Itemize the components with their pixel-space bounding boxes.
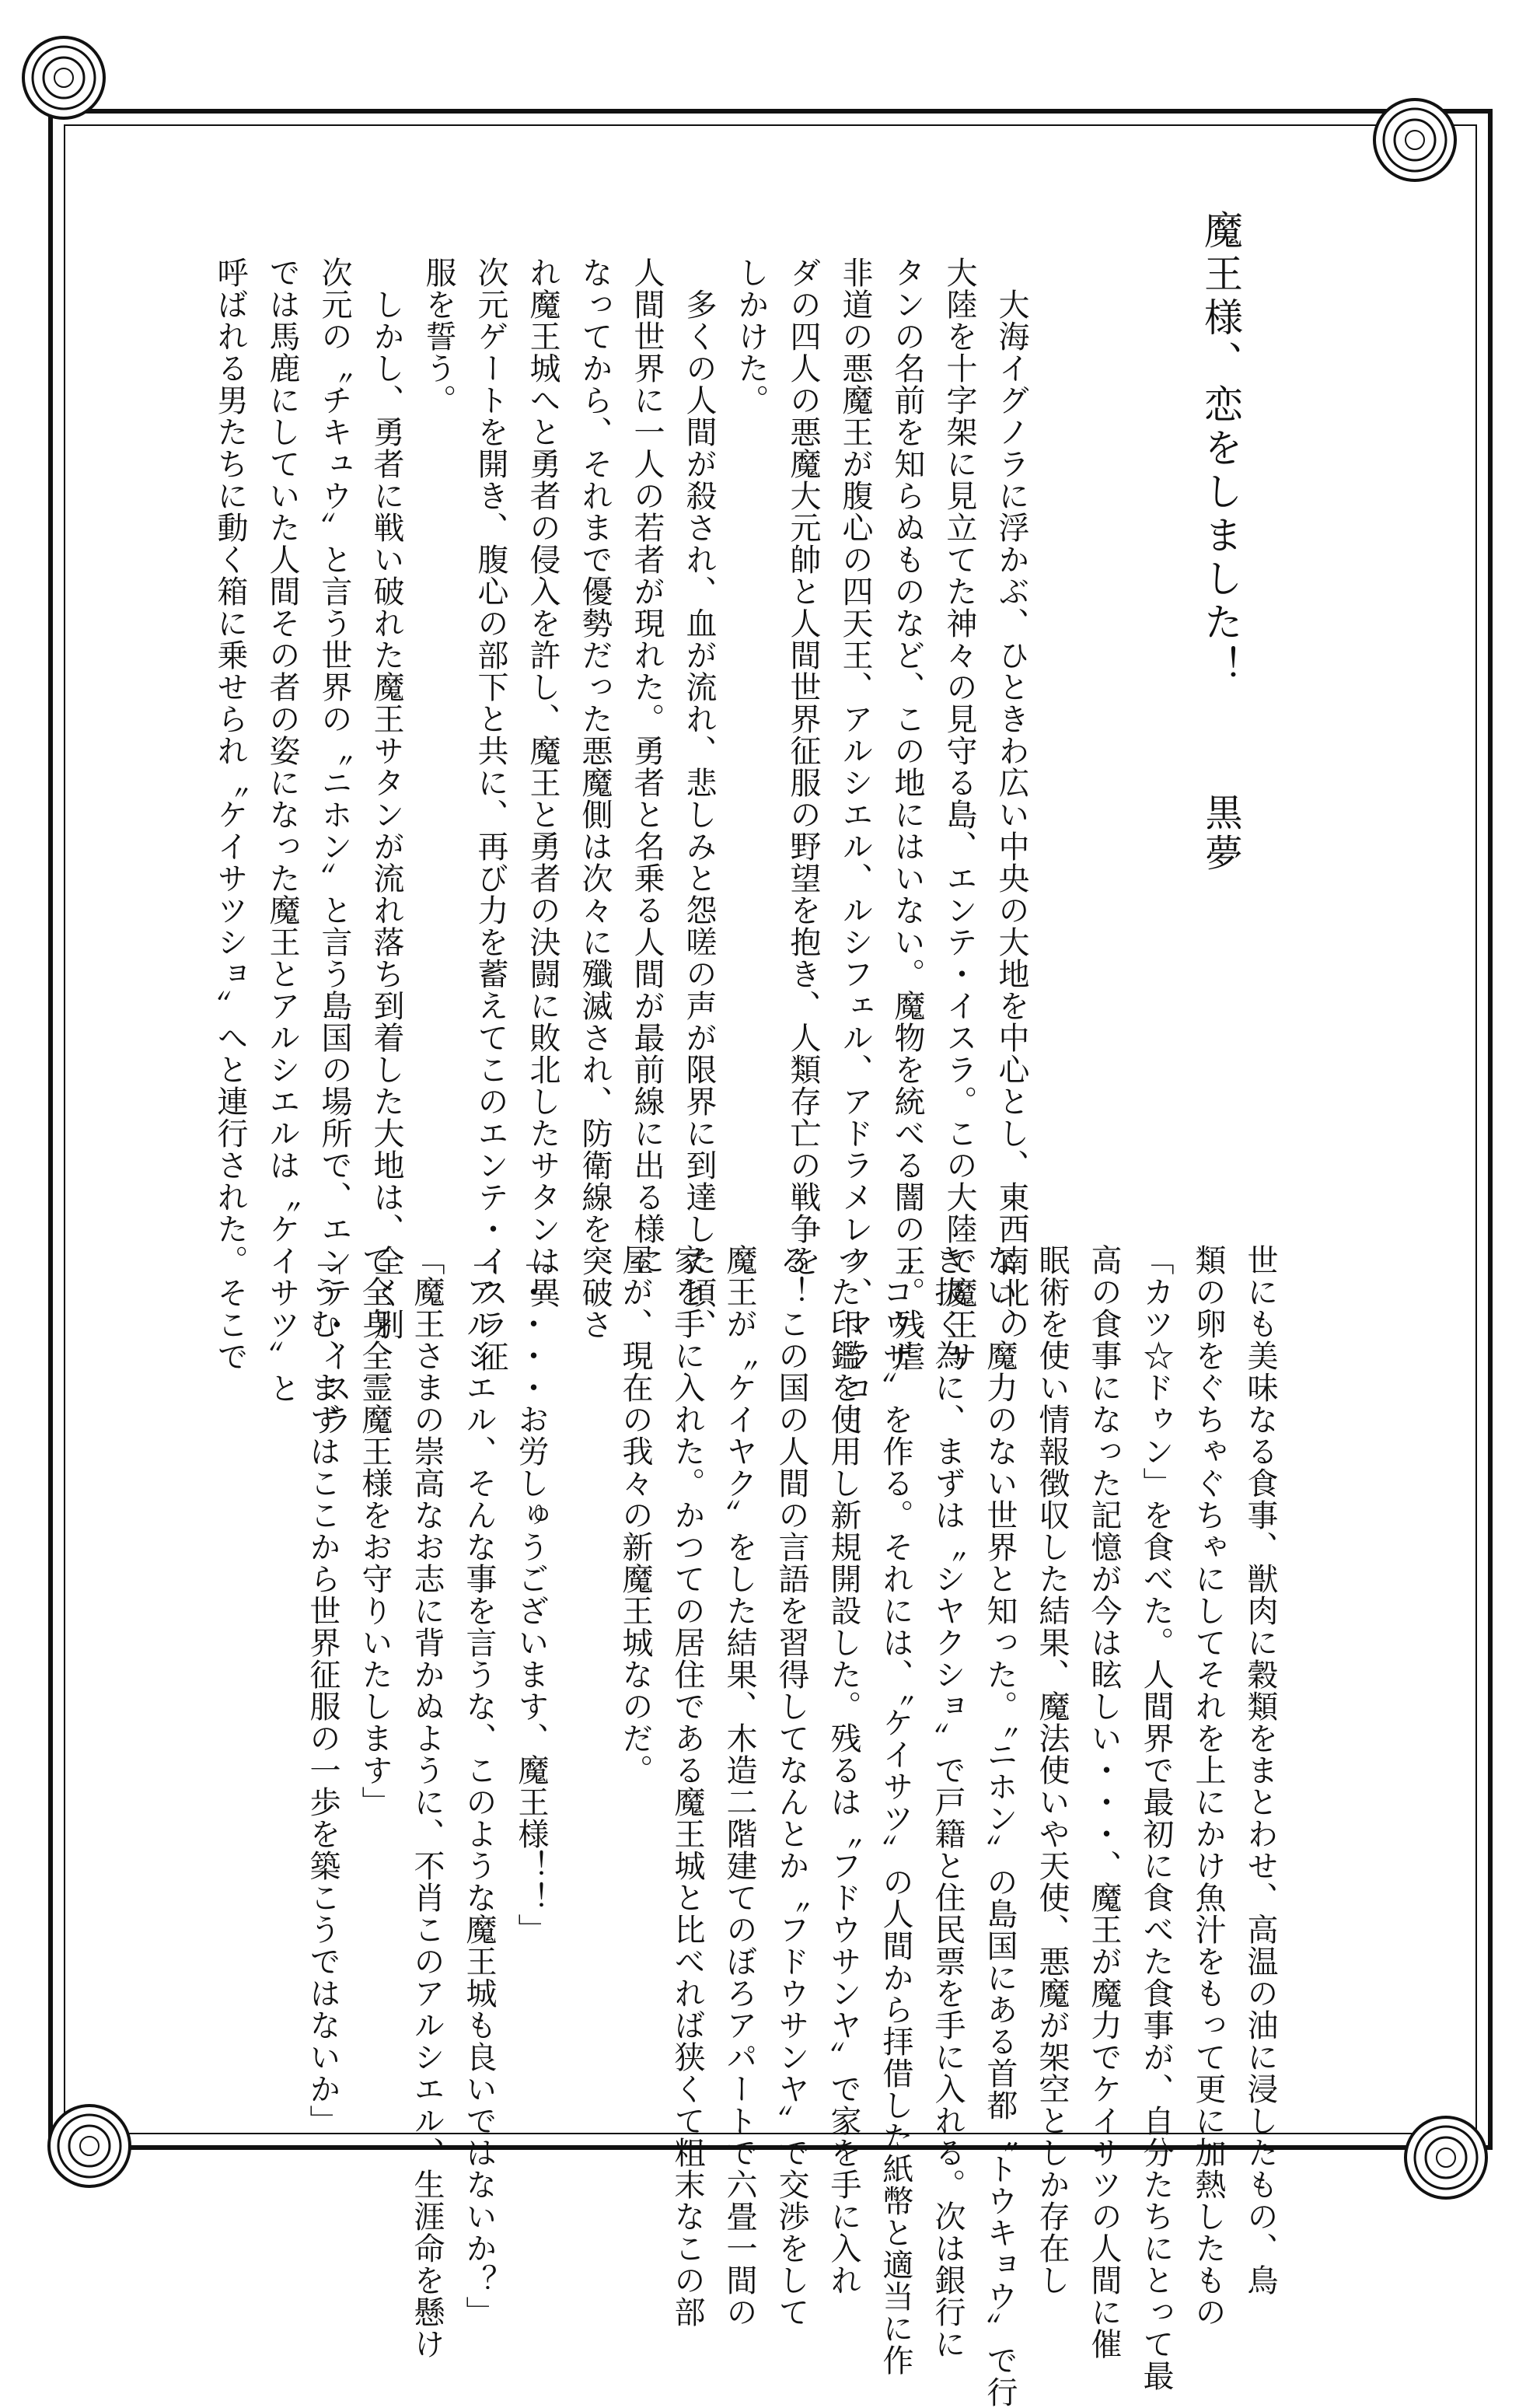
- story-text-upper: [204, 257, 1089, 1436]
- text-column: 世にも美味なる食事、獣肉に穀類をまとわせ、高温の油に浸したもの、鳥: [1242, 1244, 1278, 2296]
- corner-ornament-bottom-right: [1399, 2111, 1493, 2204]
- text-column: 大陸を十字架に見立てた神々の見守る島、エンテ・イスラ。この大陸で魔王サ: [941, 257, 977, 1372]
- text-column: き抜く為に、まずは〝シヤクショ〟で戸籍と住民票を手に入れる。次は銀行に: [930, 1244, 966, 2360]
- text-column: ない、魔力のない世界と知った。〝ニホン〟の島国にある首都〝トウキョウ〟で行: [982, 1244, 1018, 2408]
- corner-ornament-bottom-left: [43, 2099, 136, 2193]
- text-column: 「うむ、まずはここから世界征服の一歩を築こうではないか」: [305, 1244, 340, 2137]
- text-column: 服を誓う。: [421, 257, 456, 416]
- text-column: 人間世界に一人の若者が現れた。勇者と名乗る人間が最前線に出る様に: [629, 257, 665, 1277]
- text-column: 高の食事になった記憶が今は眩しい・・・、魔王が魔力でケイサツの人間に催: [1086, 1244, 1122, 2360]
- text-column: 「魔王さまの崇高なお志に背かぬように、不肖このアルシエル、生涯命を懸け: [409, 1244, 445, 2360]
- text-column: 屋が、現在の我々の新魔王城なのだ。: [617, 1244, 653, 1786]
- text-column: では馬鹿にしていた人間その者の姿になった魔王とアルシエルは〝ケイサツ〟と: [264, 257, 300, 1404]
- text-column: 多くの人間が殺され、血が流れ、悲しみと怨嗟の声が限界に到達した頃、: [681, 257, 717, 1340]
- text-column: 類の卵をぐちゃぐちゃにしてそれを上にかけ魚汁をもって更に加熱したもの: [1190, 1244, 1226, 2328]
- text-column: 非道の悪魔王が腹心の四天王、アルシエル、ルシフェル、アドラメレク、マラコー: [837, 257, 873, 1436]
- text-column: タンの名前を知らぬものなど、この地にはいない。魔物を統べる闇の王。残虐: [889, 257, 925, 1372]
- text-column: 「アルシエル、そんな事を言うな、このような魔王城も良いではないか？」: [461, 1244, 497, 2328]
- text-column: る！この国の人間の言語を習得してなんとか〝フドウサンヤ〟で交渉をして: [773, 1244, 809, 2328]
- text-column: 次元ゲートを開き、腹心の部下と共に、再び力を蓄えてこのエンテ・イスラ征: [473, 257, 508, 1372]
- text-column: った印鑑を使用し新規開設した。残るは〝フドウサンヤ〟で家を手に入れ: [826, 1244, 861, 2296]
- text-column: 「・・・・お労しゅうございます、魔王様！！」: [513, 1244, 549, 1945]
- text-column: 家を手に入れた。かつての居住である魔王城と比べれば狭くて粗末なこの部: [669, 1244, 705, 2328]
- corner-ornament-top-right: [1368, 93, 1461, 187]
- text-column: 〝コウザ〟を作る。それには、〝ケイサツ〟の人間から拝借した紙幣と適当に作: [878, 1244, 913, 2376]
- text-column: て全身全霊魔王様をお守りいたします」: [357, 1244, 393, 1818]
- corner-ornament-top-left: [17, 31, 110, 124]
- text-column: 呼ばれる男たちに動く箱に乗せられ〝ケイサツショ〟へと連行された。そこで: [212, 257, 248, 1372]
- text-column: しかし、勇者に戦い破れた魔王サタンが流れ落ち到着した大地は、全く別: [368, 257, 404, 1340]
- text-column: なってから、それまで優勢だった悪魔側は次々に殲滅され、防衛線を突破さ: [577, 257, 613, 1340]
- text-column: 魔王が〝ケイヤク〟をした結果、木造二階建てのぼろアパートで六畳一間の: [721, 1244, 757, 2328]
- article-title: 魔王様、恋をしました！: [1198, 210, 1243, 689]
- text-column: 次元の〝チキュウ〟と言う世界の〝ニホン〟と言う島国の場所で、エンテ・イスラ: [316, 257, 352, 1436]
- text-column: 「カツ☆ドゥン」を食べた。人間界で最初に食べた食事が、自分たちにとって最: [1138, 1244, 1174, 2392]
- text-column: ダの四人の悪魔大元帥と人間世界征服の野望を抱き、人類存亡の戦争を: [785, 257, 821, 1277]
- text-column: 大海イグノラに浮かぶ、ひときわ広い中央の大地を中心とし、東西南北の: [993, 257, 1029, 1340]
- author-name: 黒夢: [1199, 793, 1242, 874]
- story-text-lower: [296, 1244, 1338, 2408]
- text-column: しかけた。: [733, 257, 769, 416]
- text-column: 眠術を使い情報徴収した結果、魔法使いや天使、悪魔が架空としか存在し: [1034, 1244, 1070, 2296]
- text-column: れ魔王城へと勇者の侵入を許し、魔王と勇者の決闘に敗北したサタンは異: [525, 257, 560, 1309]
